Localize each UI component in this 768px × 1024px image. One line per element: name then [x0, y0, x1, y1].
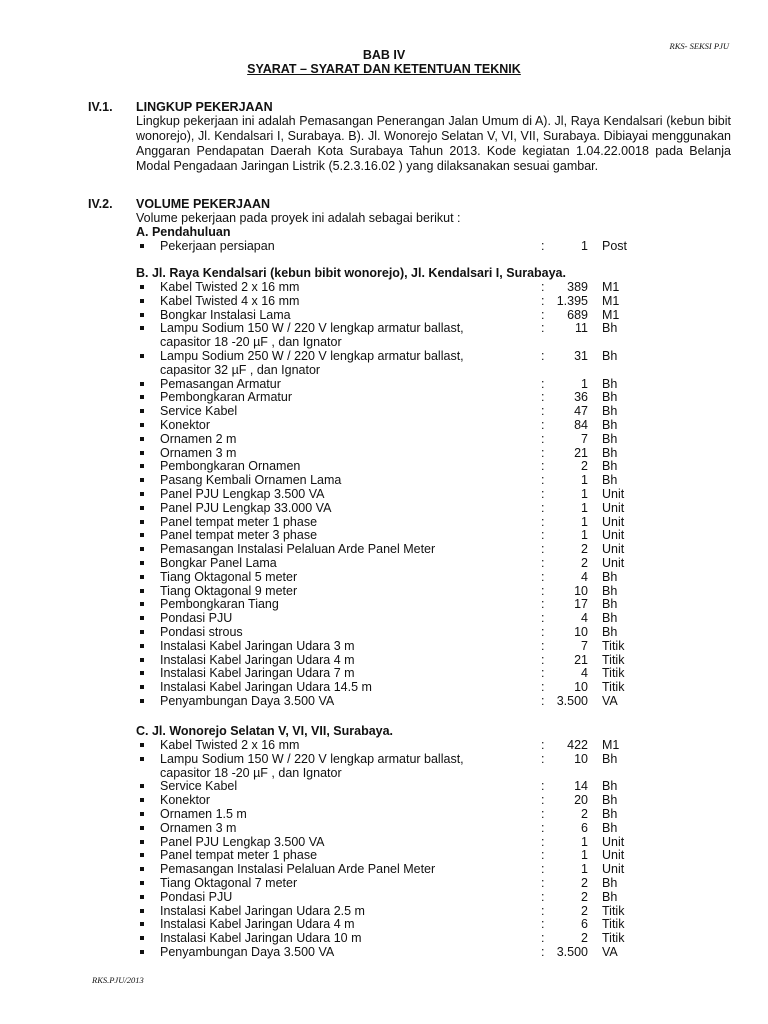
- item-description: Ornamen 3 m: [160, 820, 237, 835]
- bullet-icon: [140, 487, 148, 501]
- item-quantity: 84: [574, 418, 588, 432]
- item-quantity: 21: [574, 445, 588, 460]
- separator-colon: :: [541, 500, 545, 515]
- separator-colon: :: [541, 431, 545, 446]
- subsection-title: A. Pendahuluan: [136, 225, 231, 239]
- item-unit: Bh: [602, 889, 618, 904]
- item-description: Pemasangan Armatur: [160, 376, 281, 391]
- list-item: [0, 779, 768, 793]
- bullet-icon: [140, 473, 148, 487]
- item-description: Ornamen 2 m: [160, 431, 237, 446]
- item-unit: Bh: [602, 376, 618, 391]
- item-description: Panel tempat meter 3 phase: [160, 528, 318, 543]
- bullet-icon: [140, 570, 148, 584]
- separator-colon: :: [541, 542, 545, 557]
- item-quantity: 1: [581, 834, 588, 849]
- item-description: Instalasi Kabel Jaringan Udara 7 m: [160, 666, 355, 681]
- separator-colon: :: [541, 487, 545, 501]
- item-quantity: 14: [574, 779, 588, 794]
- separator-colon: :: [541, 666, 545, 681]
- list-item: [0, 515, 768, 529]
- bullet-icon: [140, 432, 148, 446]
- list-item: [0, 308, 768, 322]
- list-item: [0, 639, 768, 653]
- item-description: Kabel Twisted 4 x 16 mm: [160, 293, 300, 308]
- separator-colon: :: [541, 459, 545, 474]
- separator-colon: :: [541, 293, 545, 308]
- bullet-icon: [140, 542, 148, 556]
- item-description: Instalasi Kabel Jaringan Udara 3 m: [160, 638, 355, 653]
- bullet-icon: [140, 377, 148, 391]
- item-description: Pondasi PJU: [160, 611, 233, 626]
- item-unit: Bh: [602, 404, 618, 419]
- item-quantity: 7: [581, 431, 588, 446]
- item-quantity: 389: [567, 280, 588, 294]
- item-description: Panel tempat meter 1 phase: [160, 514, 318, 529]
- item-description: Penyambungan Daya 3.500 VA: [160, 945, 335, 959]
- item-quantity: 10: [574, 583, 588, 598]
- bullet-icon: [140, 597, 148, 611]
- separator-colon: :: [541, 280, 545, 294]
- item-quantity: 4: [581, 611, 588, 626]
- item-quantity: 4: [581, 569, 588, 584]
- list-item: [0, 807, 768, 821]
- bullet-icon: [140, 625, 148, 639]
- item-unit: Bh: [602, 459, 618, 474]
- list-item: [0, 890, 768, 904]
- item-description: Lampu Sodium 250 W / 220 V lengkap armatur ballast,: [160, 349, 464, 363]
- section-number: IV.1.: [88, 100, 113, 114]
- item-description-continued: capasitor 18 -20 µF , dan Ignator: [160, 335, 342, 350]
- item-quantity: 1: [581, 862, 588, 877]
- item-quantity: 6: [581, 820, 588, 835]
- separator-colon: :: [541, 307, 545, 322]
- item-quantity: 7: [581, 638, 588, 653]
- item-unit: Unit: [602, 542, 625, 557]
- separator-colon: :: [541, 583, 545, 598]
- item-quantity: 2: [581, 542, 588, 557]
- item-description: Instalasi Kabel Jaringan Udara 4 m: [160, 917, 355, 932]
- item-description: Konektor: [160, 418, 211, 432]
- list-item: [0, 653, 768, 667]
- bullet-icon: [140, 418, 148, 432]
- item-description: Penyambungan Daya 3.500 VA: [160, 694, 335, 708]
- item-quantity: 47: [574, 404, 588, 419]
- item-unit: Bh: [602, 793, 618, 808]
- item-quantity: 1: [581, 376, 588, 391]
- list-item: [0, 666, 768, 680]
- list-item: [0, 473, 768, 487]
- separator-colon: :: [541, 556, 545, 570]
- list-item: [0, 611, 768, 625]
- separator-colon: :: [541, 903, 545, 918]
- bullet-icon: [140, 294, 148, 308]
- bullet-icon: [140, 876, 148, 890]
- item-unit: Titik: [602, 666, 625, 681]
- item-quantity: 1.395: [556, 293, 588, 308]
- bullet-icon: [140, 528, 148, 542]
- separator-colon: :: [541, 738, 545, 752]
- separator-colon: :: [541, 611, 545, 626]
- list-item: [0, 597, 768, 611]
- item-unit: Bh: [602, 751, 618, 766]
- item-unit: Bh: [602, 597, 618, 612]
- bullet-icon: [140, 239, 148, 253]
- separator-colon: :: [541, 445, 545, 460]
- bullet-icon: [140, 584, 148, 598]
- item-unit: Titik: [602, 652, 625, 667]
- item-unit: Unit: [602, 500, 625, 515]
- list-item: [0, 835, 768, 849]
- item-unit: VA: [602, 694, 618, 708]
- list-item: [0, 680, 768, 694]
- list-item: [0, 294, 768, 308]
- item-unit: Unit: [602, 528, 625, 543]
- list-item: [0, 418, 768, 432]
- separator-colon: :: [541, 418, 545, 432]
- separator-colon: :: [541, 834, 545, 849]
- section-intro: Volume pekerjaan pada proyek ini adalah sebagai berikut :: [136, 211, 461, 225]
- bullet-icon: [140, 738, 148, 752]
- list-item: [0, 738, 768, 752]
- list-item: [0, 321, 768, 350]
- item-unit: Bh: [602, 625, 618, 639]
- list-item: [0, 501, 768, 515]
- separator-colon: :: [541, 807, 545, 821]
- item-description: Bongkar Panel Lama: [160, 556, 277, 570]
- page-footer-label: RKS.PJU/2013: [92, 975, 144, 985]
- separator-colon: :: [541, 625, 545, 639]
- bullet-icon: [140, 890, 148, 904]
- list-item: [0, 528, 768, 542]
- item-quantity: 20: [574, 793, 588, 808]
- item-unit: M1: [602, 738, 620, 752]
- item-description: Pemasangan Instalasi Pelaluan Arde Panel Meter: [160, 542, 436, 557]
- item-quantity: 3.500: [556, 694, 588, 708]
- item-quantity: 2: [581, 903, 588, 918]
- list-item: [0, 931, 768, 945]
- item-description: Panel PJU Lengkap 3.500 VA: [160, 487, 325, 501]
- list-item: [0, 570, 768, 584]
- item-description: Pembongkaran Armatur: [160, 390, 293, 405]
- bullet-icon: [140, 931, 148, 945]
- list-item: [0, 821, 768, 835]
- item-quantity: 2: [581, 459, 588, 474]
- separator-colon: :: [541, 390, 545, 405]
- item-unit: Unit: [602, 834, 625, 849]
- bullet-icon: [140, 917, 148, 931]
- item-description: Instalasi Kabel Jaringan Udara 10 m: [160, 931, 362, 946]
- item-description: Service Kabel: [160, 779, 238, 794]
- bullet-icon: [140, 308, 148, 322]
- separator-colon: :: [541, 889, 545, 904]
- bullet-icon: [140, 446, 148, 460]
- item-quantity: 10: [574, 625, 588, 639]
- list-item: [0, 848, 768, 862]
- list-item: [0, 487, 768, 501]
- list-item: [0, 542, 768, 556]
- separator-colon: :: [541, 848, 545, 863]
- item-unit: Bh: [602, 779, 618, 794]
- bullet-icon: [140, 459, 148, 473]
- separator-colon: :: [541, 638, 545, 653]
- item-description: Instalasi Kabel Jaringan Udara 4 m: [160, 652, 355, 667]
- item-unit: Bh: [602, 390, 618, 405]
- separator-colon: :: [541, 321, 545, 336]
- list-item: [0, 945, 768, 959]
- separator-colon: :: [541, 680, 545, 695]
- item-description: Tiang Oktagonal 5 meter: [160, 569, 298, 584]
- bullet-icon: [140, 779, 148, 793]
- subsection-title: B. Jl. Raya Kendalsari (kebun bibit wonorejo), Jl. Kendalsari I, Surabaya.: [136, 266, 566, 280]
- separator-colon: :: [541, 945, 545, 959]
- item-quantity: 36: [574, 390, 588, 405]
- list-item: [0, 862, 768, 876]
- list-item: [0, 432, 768, 446]
- chapter-heading: BAB IV: [362, 48, 406, 62]
- bullet-icon: [140, 666, 148, 680]
- item-unit: Post: [602, 239, 628, 253]
- item-quantity: 1: [581, 528, 588, 543]
- item-unit: Bh: [602, 431, 618, 446]
- chapter-title: SYARAT – SYARAT DAN KETENTUAN TEKNIK: [247, 62, 521, 76]
- list-item: [0, 377, 768, 391]
- item-unit: Bh: [602, 321, 618, 336]
- item-quantity: 3.500: [556, 945, 588, 959]
- bullet-icon: [140, 556, 148, 570]
- item-quantity: 2: [581, 807, 588, 821]
- separator-colon: :: [541, 931, 545, 946]
- bullet-icon: [140, 793, 148, 807]
- bullet-icon: [140, 904, 148, 918]
- separator-colon: :: [541, 694, 545, 708]
- bullet-icon: [140, 349, 148, 363]
- bullet-icon: [140, 752, 148, 766]
- item-unit: Titik: [602, 903, 625, 918]
- item-description: Lampu Sodium 150 W / 220 V lengkap armatur ballast,: [160, 321, 464, 336]
- item-quantity: 2: [581, 931, 588, 946]
- bullet-icon: [140, 835, 148, 849]
- item-unit: Bh: [602, 473, 618, 488]
- item-unit: Bh: [602, 583, 618, 598]
- list-item: [0, 876, 768, 890]
- subsection-title: C. Jl. Wonorejo Selatan V, VI, VII, Surabaya.: [136, 724, 394, 738]
- bullet-icon: [140, 390, 148, 404]
- item-unit: Titik: [602, 931, 625, 946]
- list-item: [0, 751, 768, 780]
- section-title: VOLUME PEKERJAAN: [136, 197, 271, 211]
- item-quantity: 17: [574, 597, 588, 612]
- item-quantity: 1: [581, 500, 588, 515]
- separator-colon: :: [541, 917, 545, 932]
- list-item: [0, 280, 768, 294]
- item-unit: VA: [602, 945, 618, 959]
- list-item: [0, 584, 768, 598]
- section-number: IV.2.: [88, 197, 113, 211]
- bullet-icon: [140, 821, 148, 835]
- separator-colon: :: [541, 779, 545, 794]
- item-unit: Unit: [602, 556, 625, 570]
- item-unit: Unit: [602, 487, 625, 501]
- item-description: Instalasi Kabel Jaringan Udara 2.5 m: [160, 903, 365, 918]
- list-item: [0, 349, 768, 377]
- item-quantity: 31: [574, 349, 588, 363]
- item-description: Service Kabel: [160, 404, 238, 419]
- list-item: [0, 793, 768, 807]
- item-unit: Bh: [602, 820, 618, 835]
- item-description: Pemasangan Instalasi Pelaluan Arde Panel Meter: [160, 862, 436, 877]
- item-description: Pondasi strous: [160, 625, 243, 639]
- item-quantity: 21: [574, 652, 588, 667]
- item-quantity: 2: [581, 889, 588, 904]
- separator-colon: :: [541, 597, 545, 612]
- separator-colon: :: [541, 569, 545, 584]
- item-unit: Unit: [602, 848, 625, 863]
- item-description: Panel PJU Lengkap 3.500 VA: [160, 834, 325, 849]
- item-unit: Bh: [602, 807, 618, 821]
- item-description: Pembongkaran Ornamen: [160, 459, 301, 474]
- list-item: [0, 446, 768, 460]
- separator-colon: :: [541, 376, 545, 391]
- bullet-icon: [140, 515, 148, 529]
- item-unit: M1: [602, 280, 620, 294]
- item-unit: Bh: [602, 569, 618, 584]
- separator-colon: :: [541, 349, 545, 363]
- item-description: Pembongkaran Tiang: [160, 597, 279, 612]
- bullet-icon: [140, 680, 148, 694]
- list-item: [0, 459, 768, 473]
- separator-colon: :: [541, 751, 545, 766]
- item-description: Lampu Sodium 150 W / 220 V lengkap armatur ballast,: [160, 751, 464, 766]
- item-unit: M1: [602, 307, 620, 322]
- list-item: [0, 390, 768, 404]
- bullet-icon: [140, 611, 148, 625]
- separator-colon: :: [541, 404, 545, 419]
- item-unit: Bh: [602, 349, 618, 363]
- list-item: [0, 625, 768, 639]
- bullet-icon: [140, 280, 148, 294]
- item-description-continued: capasitor 18 -20 µF , dan Ignator: [160, 765, 342, 780]
- item-description: Tiang Oktagonal 7 meter: [160, 876, 298, 890]
- item-description: Panel tempat meter 1 phase: [160, 848, 318, 863]
- item-quantity: 2: [581, 876, 588, 890]
- separator-colon: :: [541, 652, 545, 667]
- section-title: LINGKUP PEKERJAAN: [136, 100, 273, 114]
- item-description: Ornamen 1.5 m: [160, 807, 247, 821]
- bullet-icon: [140, 404, 148, 418]
- item-description: Instalasi Kabel Jaringan Udara 14.5 m: [160, 680, 372, 695]
- separator-colon: :: [541, 514, 545, 529]
- page-header-label: RKS- SEKSI PJU: [669, 41, 729, 51]
- item-unit: Titik: [602, 638, 625, 653]
- item-quantity: 1: [581, 848, 588, 863]
- bullet-icon: [140, 807, 148, 821]
- list-item: [0, 404, 768, 418]
- separator-colon: :: [541, 876, 545, 890]
- item-quantity: 1: [581, 487, 588, 501]
- item-unit: M1: [602, 293, 620, 308]
- item-quantity: 422: [567, 738, 588, 752]
- list-item: [0, 556, 768, 570]
- item-description-continued: capasitor 32 µF , dan Ignator: [160, 363, 321, 377]
- list-item: [0, 694, 768, 708]
- list-item: [0, 239, 768, 253]
- item-unit: Bh: [602, 418, 618, 432]
- separator-colon: :: [541, 793, 545, 808]
- item-quantity: 1: [581, 473, 588, 488]
- item-description: Pasang Kembali Ornamen Lama: [160, 473, 342, 488]
- item-quantity: 689: [567, 307, 588, 322]
- item-unit: Bh: [602, 876, 618, 890]
- bullet-icon: [140, 321, 148, 335]
- separator-colon: :: [541, 528, 545, 543]
- item-unit: Unit: [602, 514, 625, 529]
- item-description: Ornamen 3 m: [160, 445, 237, 460]
- item-description: Tiang Oktagonal 9 meter: [160, 583, 298, 598]
- item-unit: Titik: [602, 680, 625, 695]
- item-quantity: 10: [574, 680, 588, 695]
- item-unit: Unit: [602, 862, 625, 877]
- item-description: Kabel Twisted 2 x 16 mm: [160, 280, 300, 294]
- bullet-icon: [140, 501, 148, 515]
- bullet-icon: [140, 639, 148, 653]
- item-quantity: 1: [581, 239, 588, 253]
- bullet-icon: [140, 653, 148, 667]
- item-unit: Titik: [602, 917, 625, 932]
- item-description: Pekerjaan persiapan: [160, 239, 275, 253]
- separator-colon: :: [541, 473, 545, 488]
- bullet-icon: [140, 945, 148, 959]
- item-description: Konektor: [160, 793, 211, 808]
- item-unit: Bh: [602, 445, 618, 460]
- item-description: Panel PJU Lengkap 33.000 VA: [160, 500, 332, 515]
- item-quantity: 1: [581, 514, 588, 529]
- bullet-icon: [140, 694, 148, 708]
- section-paragraph: Lingkup pekerjaan ini adalah Pemasangan Penerangan Jalan Umum di A). Jl, Raya Kendalsari (kebun bibit wonorejo), Jl. Kendalsari I, Surabaya. B). Jl. Wonorejo Selatan V, VI, VII, Surabaya. Dibiayai menggunakan Anggaran Pendapatan Daerah Kota Surabaya Tahun 2013. Kode kegiatan 1.04.22.0018 pada Belanja Modal Pengadaan Jaringan Listrik (5.2.3.16.02 ) yang dilaksanakan sesuai gambar.: [136, 114, 731, 173]
- list-item: [0, 904, 768, 918]
- separator-colon: :: [541, 820, 545, 835]
- bullet-icon: [140, 862, 148, 876]
- item-description: Kabel Twisted 2 x 16 mm: [160, 738, 300, 752]
- item-description: Bongkar Instalasi Lama: [160, 307, 291, 322]
- separator-colon: :: [541, 862, 545, 877]
- list-item: [0, 917, 768, 931]
- separator-colon: :: [541, 239, 545, 253]
- item-unit: Bh: [602, 611, 618, 626]
- bullet-icon: [140, 848, 148, 862]
- item-quantity: 10: [574, 751, 588, 766]
- item-quantity: 4: [581, 666, 588, 681]
- item-quantity: 6: [581, 917, 588, 932]
- item-quantity: 11: [575, 321, 588, 336]
- item-quantity: 2: [581, 556, 588, 570]
- item-description: Pondasi PJU: [160, 889, 233, 904]
